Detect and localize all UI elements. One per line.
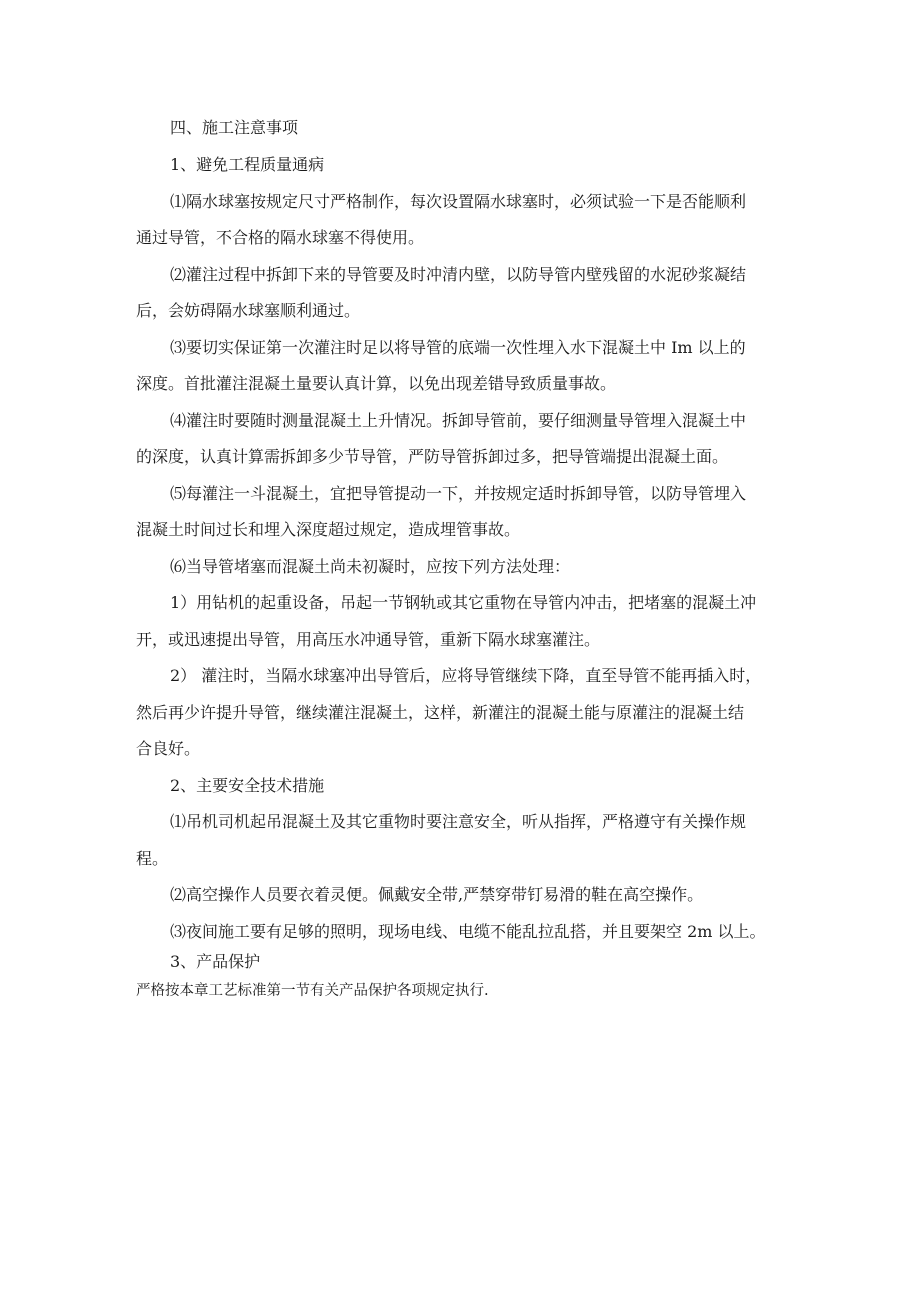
- text-line: ⑶夜间施工要有足够的照明，现场电线、电缆不能乱拉乱搭，并且要架空 2m 以上。: [170, 922, 766, 941]
- text-line: 的深度，认真计算需拆卸多少节导管，严防导管拆卸过多，把导管端提出混凝土面。: [136, 447, 729, 466]
- text-line: 1）用钻机的起重设备，吊起一节钢轨或其它重物在导管内冲击，把堵塞的混凝土冲: [170, 593, 757, 612]
- text-line: ⑹当导管堵塞而混凝土尚未初凝时，应按下列方法处理：: [170, 557, 571, 576]
- section-heading-4: 四、施工注意事项: [170, 118, 299, 137]
- text-line: 深度。首批灌注混凝土量要认真计算，以免出现差错导致质量事故。: [136, 374, 617, 393]
- text-line: 合良好。: [136, 739, 201, 758]
- text-line: 然后再少许提升导管，继续灌注混凝土，这样，新灌注的混凝土能与原灌注的混凝土结: [136, 703, 745, 722]
- text-line: 通过导管，不合格的隔水球塞不得使用。: [136, 228, 425, 247]
- subsection-heading-1: 1、避免工程质量通病: [170, 155, 325, 174]
- text-line: ⑷灌注时要随时测量混凝土上升情况。拆卸导管前，要仔细测量导管埋入混凝土中: [170, 411, 747, 430]
- text-line: ⑶要切实保证第一次灌注时足以将导管的底端一次性埋入水下混凝土中 Im 以上的: [170, 338, 746, 357]
- text-line: 2） 灌注时，当隔水球塞冲出导管后，应将导管继续下降，直至导管不能再插入时，: [170, 666, 762, 685]
- text-line: 开，或迅速提出导管，用高压水冲通导管，重新下隔水球塞灌注。: [136, 630, 601, 649]
- text-line: 程。: [136, 849, 169, 868]
- subsection-heading-2: 2、主要安全技术措施: [170, 776, 325, 795]
- text-line: ⑸每灌注一斗混凝土，宜把导管提动一下，并按规定适时拆卸导管，以防导管埋入: [170, 484, 747, 503]
- text-line: ⑴吊机司机起吊混凝土及其它重物时要注意安全，听从指挥，严格遵守有关操作规: [170, 812, 747, 831]
- text-line: 后，会妨碍隔水球塞顺利通过。: [136, 301, 361, 320]
- text-line: 混凝土时间过长和埋入深度超过规定，造成埋管事故。: [136, 520, 521, 539]
- text-line: ⑴隔水球塞按规定尺寸严格制作，每次设置隔水球塞时，必须试验一下是否能顺利: [170, 192, 747, 211]
- text-line: 严格按本章工艺标准第一节有关产品保护各项规定执行.: [136, 983, 489, 999]
- text-line: ⑵灌注过程中拆卸下来的导管要及时冲清内壁，以防导管内壁残留的水泥砂浆凝结: [170, 265, 747, 284]
- text-line: ⑵高空操作人员要衣着灵便。佩戴安全带,严禁穿带钉易滑的鞋在高空操作。: [170, 885, 704, 904]
- subsection-heading-3: 3、产品保护: [170, 952, 261, 971]
